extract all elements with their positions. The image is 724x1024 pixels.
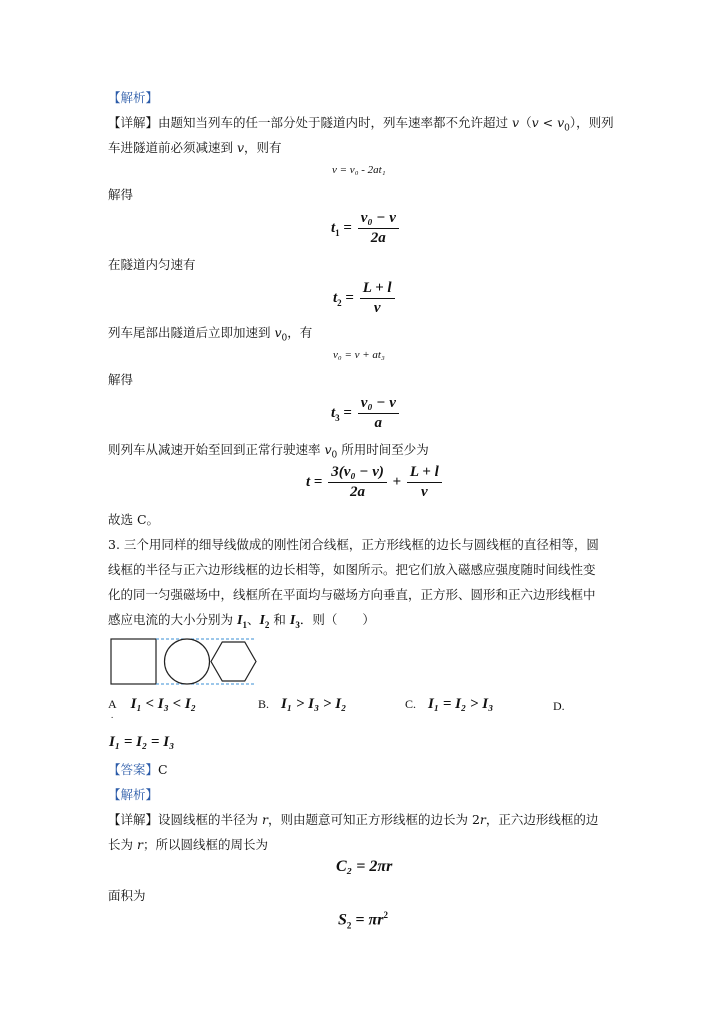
answer-line xyxy=(108,760,168,778)
jiede-2: 解得 xyxy=(108,372,134,387)
choice-text: 故选 C。 xyxy=(108,512,160,527)
option-c[interactable]: C. I₁ = I₂ > I₃ xyxy=(405,696,494,712)
formula-t3: $t_3$ = $\frac{\text{v₀ − v}}{a}$ xyxy=(331,395,401,432)
analysis-tag: 【解析】 xyxy=(108,90,159,105)
option-a[interactable]: A I₁ < I₃ < I₂ xyxy=(108,696,196,712)
analysis-tag-2: 【解析】 xyxy=(108,787,159,802)
option-b[interactable]: B. I₁ > I₃ > I₂ xyxy=(258,696,347,712)
detail-line-2: 车进隧道前必须减速到 v，则有 xyxy=(108,140,282,155)
option-d-formula: I₁ = I₂ = I₃ xyxy=(109,734,175,750)
formula-t2: $t_2$ = $\frac{L + l}{v}$ xyxy=(333,280,397,317)
tail-text: 列车尾部出隧道后立即加速到 $v_0$，有 xyxy=(108,325,313,344)
detail-paragraph-2: 【详解】设圆线框的半径为 r，则由题意可知正方形线框的边长为 2r，正六边形线框的边 长为 r；所以圆线框的周长为 xyxy=(108,812,599,852)
answer-tag: 【答案】 xyxy=(108,762,159,777)
option-a-dot: . xyxy=(111,710,114,720)
uniform-speed-text: 在隧道内匀速有 xyxy=(108,257,196,272)
circle-frame xyxy=(165,639,210,684)
equation-3: v₀ = v + at₃ xyxy=(333,349,385,361)
shapes-figure xyxy=(108,636,258,688)
question-number: 3. xyxy=(108,537,120,552)
equation-1: v = v₀ - 2at₁ xyxy=(332,164,386,176)
formula-s2: $S_2 = \pi r^2$ xyxy=(338,910,388,931)
area-label: 面积为 xyxy=(108,888,146,903)
detail-tag: 【详解】 xyxy=(108,115,159,130)
hexagon-frame xyxy=(211,642,256,681)
total-time-text: 则列车从减速开始至回到正常行驶速率 $v_0$ 所用时间至少为 xyxy=(108,442,429,461)
detail-line-1: 【详解】由题知当列车的任一部分处于隧道内时，列车速率都不允许超过 $v(v < v_0)$，则列 xyxy=(108,115,614,134)
question-3-stem: 3. 三个用同样的细导线做成的刚性闭合线框，正方形线框的边长与圆线框的直径相等，圆 线框的半径与正六边形线框的边长相等，如图所示。把它们放入磁感应强度随时间线性变 化的同一匀强磁场中，线框所在平面均与磁场方向垂直，正方形、圆形和正六边形线框中 感应电流的大小分别为 $I_1$、$I_2$ 和 $I_3$．则（ ） xyxy=(108,537,599,630)
answer-value: C xyxy=(158,762,168,777)
jiede-1: 解得 xyxy=(108,187,134,202)
square-frame xyxy=(111,639,156,684)
option-d[interactable]: D. xyxy=(553,699,565,713)
formula-total-t: t = $\frac{\text{3(v₀ − v)}}{2a}$ + $\frac{L + l}{v}$ xyxy=(306,464,444,501)
formula-c2: C₂ = 2πr xyxy=(336,858,393,875)
formula-t1: $t_1$ = $\frac{\text{v₀ − v}}{2a}$ xyxy=(331,210,401,247)
